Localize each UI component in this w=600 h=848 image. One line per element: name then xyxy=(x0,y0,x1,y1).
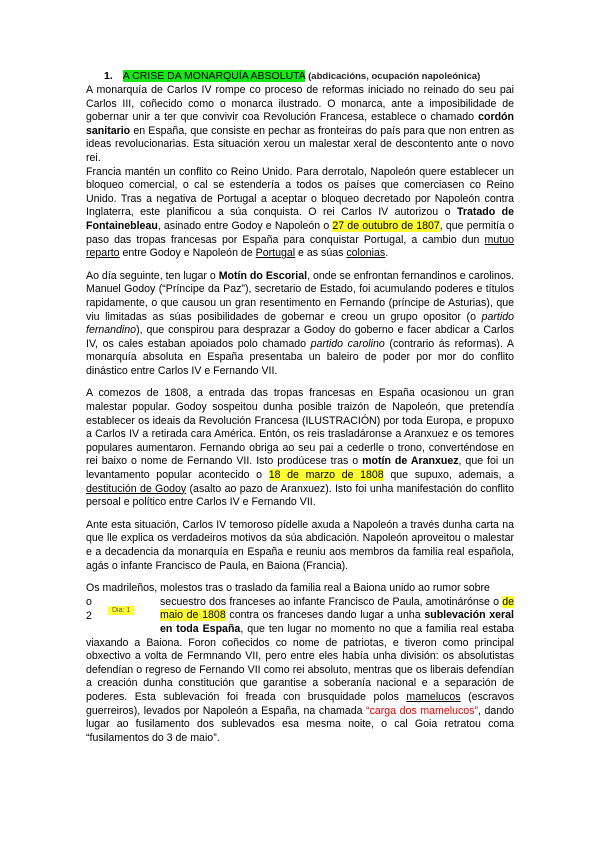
section-heading xyxy=(104,70,480,82)
date-highlight-1808-march: 18 de marzo de 1808 xyxy=(268,469,384,482)
date-highlight-1807: 27 de outubro de 1807 xyxy=(332,219,440,232)
paragraph-4: A comezos de 1808, a entrada das tropas francesas en España ocasionou un gran malestar popular. Godoy sospeitou dunha posible traizón de Napoleón, que pretendía establecer os ideais da Revolución Francesa (ILUSTRACIÓN) por toda Europa, e propuxo a Carlos IV a retirada cara América. Entón, os reis trasladáronse a Aranxuez e os temores populares aumentaron. Fernando obriga ao seu pai a cederlle o trono, converténdose en rei baixo o nome de Fernando VII. Isto prodúcese tras o motín de Aranxuez, que foi un levantamento popular acontecido o 18 de marzo de 1808 que supuxo, ademais, a destitución de Godoy (asalto ao pazo de Aranxuez). Isto foi unha manifestación do conflito persoal e político entre Carlos IV e Fernando VII. xyxy=(86,387,514,509)
paragraph-3: Ao día seguinte, ten lugar o Motín do Escorial, onde se enfrontan fernandinos e carolinos. Manuel Godoy (“Príncipe da Paz”), secretario de Estado, foi acumulando poderes e títulos rapidamente, o que causou un gran resentimento en Fernando (príncipe de Asturias), que viu limitadas as súas posibilidades de gobernar e creou un grupo opositor (o partido fernandino), que conspirou para desprazar a Godoy do goberno e facer abdicar a Carlos IV, os cales estaban apoiados polo chamado partido carolino (contrario ás reformas). A monarquía absoluta en España presentaba un baleiro de poder por mor do conflito dinástico entre Carlos IV e Fernando VII. xyxy=(86,269,514,377)
paragraph-1: A monarquía de Carlos IV rompe co proceso de reformas iniciado no reinado do seu pai Carlos III, coñecido como o monarca ilustrado. O monarca, ante a imposibilidade de gobernar unir a ter que convivir coa Revolución Francesa, establece o chamado cordón sanitario en España, que consiste en pechar as fronteiras do país para que non entren as ideas revolucionarias. Esta situación xerou un malestar xeral de descontento ante o novo rei. xyxy=(86,84,514,164)
heading-number: 1. xyxy=(104,70,113,82)
date-highlight-1808-may: de maio de 1808 xyxy=(160,595,514,622)
paragraph-5: Ante esta situación, Carlos IV temoroso pídelle axuda a Napoleón a través dunha carta na que lle explica os verdadeiros motivos da súa abdicación. Napoleón aproveitou o malestar e a decadencia da monarquía en España e reuniu aos membros da familia real española, agás o infante Francisco de Paula, en Baiona (Francia). xyxy=(86,518,514,572)
heading-subtitle: (abdicacións, ocupación napoleónica) xyxy=(308,71,481,82)
paragraph-2: Francia mantén un conflito co Reino Unido. Para derrotalo, Napoleón quere establecer un bloqueo comercial, o cal se estendería a todos os países que comerciasen co Reino Unido. Tras a negativa de Portugal a aceptar o bloqueo decretado por Napoleón contra Inglaterra, este planificou a súa conquista. O rei Carlos IV autorizou o Tratado de Fontainebleau, asinado entre Godoy e Napoleón o 27 de outubro de 1807, que permitía o paso das tropas francesas por España para conquistar Portugal, a cambio dun mutuo reparto entre Godoy e Napoleón de Portugal e as súas colonias. xyxy=(86,165,515,260)
margin-marks: o Dia: 1 2 xyxy=(86,596,158,636)
body-text xyxy=(86,84,514,754)
comment-marker: Dia: 1 xyxy=(108,606,134,615)
red-quote: “carga dos mamelucos” xyxy=(366,704,479,717)
heading-title: A CRISE DA MONARQUÍA ABSOLUTA xyxy=(122,70,306,82)
paragraph-6: Os madrileños, molestos tras o traslado da familia real a Baiona unido ao rumor sobre o Dia: 1 2 secuestro dos franceses ao infante Francisco de Paula, amotinárónse o de maio de 1808 contra os franceses dando lugar a unha sublevación xeral en toda España, que ten lugar no momento no que a familia real estaba viaxando a Baiona. Foron coñecidos co nome de patriotas, e tiveron como principal obxectivo a volta de Fermnando VII, pero entre eles había unha división: os absolutistas defendían o regreso de Fernando VII como rei absoluto, mentras que os liberais defendían a creación dunha constitución que garantise a soberanía nacional e a separación de poderes. Esta sublevación foi freada con brusquidade polos mamelucos (escravos guerreiros), levados por Napoleón a España, na chamada “carga dos mamelucos”, dando lugar ao fusilamento dos sublevados esa mesma noite, o cal Goia retratou coma “fusilamentos do 3 de maio”. xyxy=(86,582,515,744)
